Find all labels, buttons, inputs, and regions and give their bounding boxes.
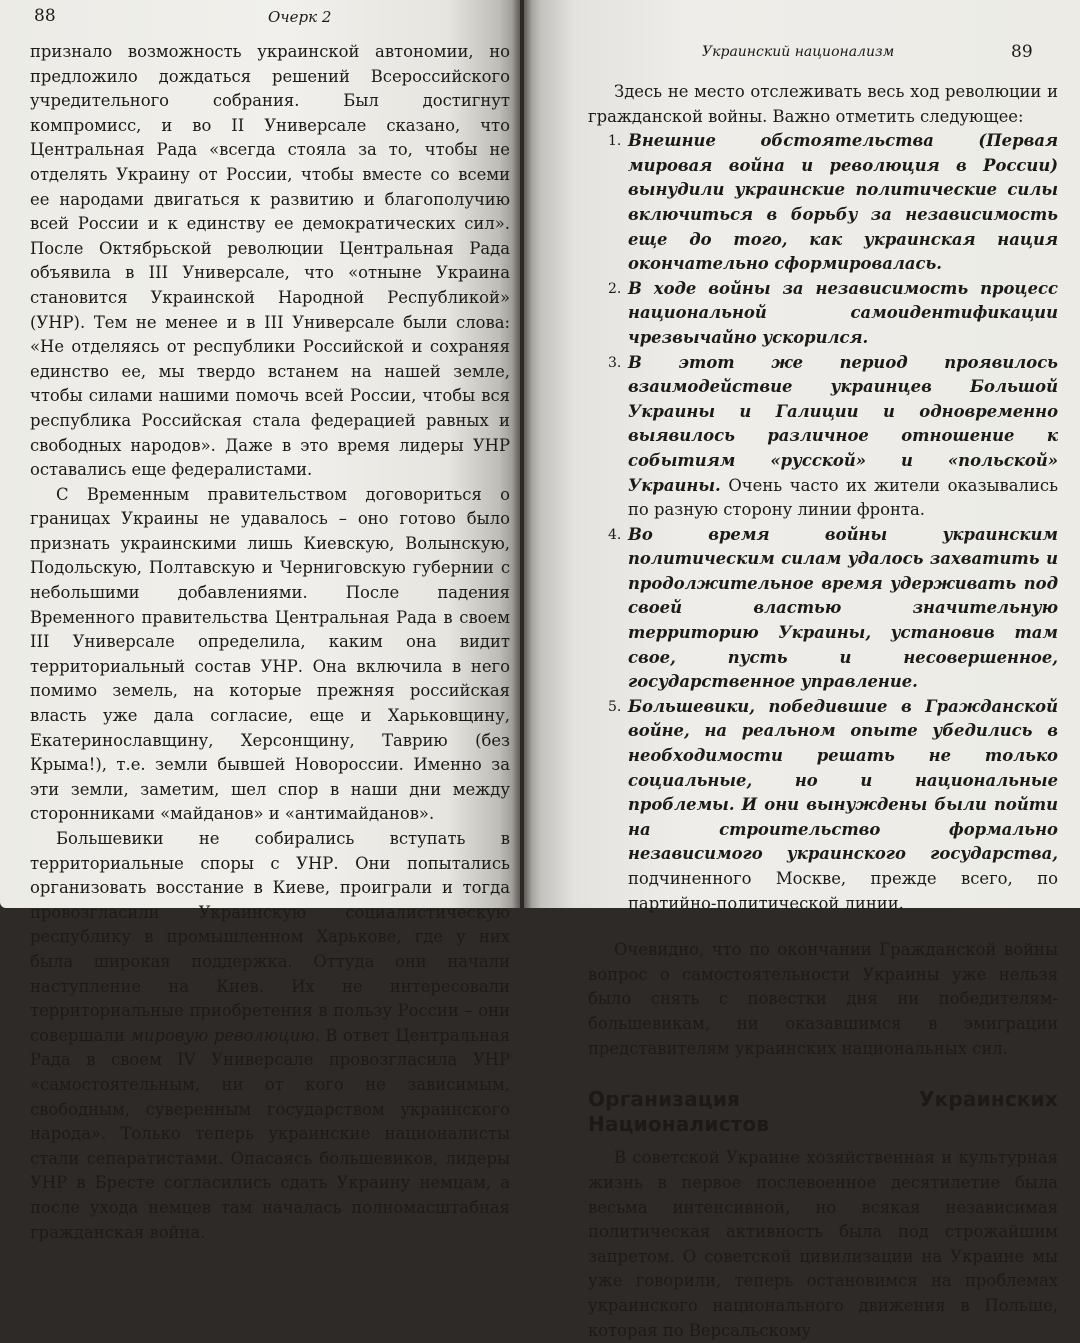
list-number: 3. (608, 354, 622, 371)
conclusion-paragraph: Очевидно, что по окончании Гражданской войны вопрос о самостоятельности Украины уже нельзя было снять с повестки дня ни победителям-большевикам, ни оказавшимся в эмиграции представителям украинских национальных сил. (588, 940, 1058, 1058)
section-title: Организация Украинских Националистов (588, 1087, 1058, 1136)
list-item (608, 129, 1058, 277)
list-text: Во время войны украинским политическим силам удалось захватить и продолжительное время удерживать под своей властью значительную территорию Украины, установив там свое, пусть и несовершенное, государственное управление. (628, 524, 1058, 692)
paragraph: Большевики не собирались вступать в территориальные споры с УНР. Они попытались организовать восстание в Киеве, проиграли и тогда провозгласили Украинскую социалистическую республику в промышленном Харькове, где у них была широкая поддержка. Оттуда они начали наступление на Киев. Их не интересовали территориальные приобретения в пользу России – они совершали мировую революцию. В ответ Центральная Рада в своем IV Универсале провозгласила УНР «самостоятельным, ни от кого не зависимым, свободным, суверенным государством украинского народа». Только теперь украинские националисты стали сепаратистами. Опасаясь большевиков, лидеры УНР в Бресте согласились сдать Украину немцам, а после ухода немцев там началась полномасштабная гражданская война. (30, 829, 510, 1242)
list-number: 1. (608, 133, 622, 150)
list-text: Внешние обстоятельства (Первая мировая война и революция в России) вынудили украинские политические силы включиться в борьбу за независимость еще до того, как украинская нация окончательно сформировалась. (628, 131, 1058, 274)
right-page (524, 0, 1080, 1340)
book-gutter (512, 0, 532, 908)
list-text: Большевики, победившие в Гражданской войне, на реальном опыте убедились в необходимости решать не только социальные, но и национальные проблемы. И они вынуждены были пойти на строительство формально независимого украинского государства, (628, 696, 1058, 864)
list-number: 5. (608, 698, 622, 715)
list-text-tail: подчиненного Москве, прежде всего, по партийно-политической линии. (628, 869, 1058, 913)
running-head: Украинский национализм (702, 44, 895, 60)
list-text-tail: Очень часто их жители оказывались по разную сторону линии фронта. (628, 475, 1058, 520)
left-page-body (30, 40, 510, 1245)
left-page (0, 0, 520, 1242)
list-text: В этот же период проявилось взаимодействие украинцев Большой Украины и Галиции и одновременно выявилось различное отношение к событиям «русской» и «польской» Украины. (628, 352, 1058, 495)
paragraph: С Временным правительством договориться о границах Украины не удавалось – оно готово было признать украинскими лишь Киевскую, Волынскую, Подольскую, Полтавскую и Черниговскую губернии с небольшими добавлениями. После падения Временного правительства Центральная Рада в своем III Универсале определила, каким она видит территориальный состав УНР. Она включила в него помимо земель, на которые прежняя российская власть уже дала согласие, еще и Харьковщину, Екатеринославщину, Херсонщину, Таврию (без Крыма!), т.е. земли бывшей Новороссии. Именно за эти земли, заметим, шел спор в наши дни между сторонниками «майданов» и «антимайданов». (30, 484, 510, 824)
list-number: 4. (608, 526, 622, 543)
right-page-body (588, 80, 1058, 1343)
intro-paragraph: Здесь не место отслеживать весь ход революции и гражданской войны. Важно отметить следующее: (588, 82, 1058, 126)
list-item (608, 277, 1058, 351)
findings-list (588, 129, 1058, 916)
paragraph: признало возможность украинской автономии, но предложило дождаться решений Всероссийского учредительного собрания. Был достигнут компромисс, и во II Универсале сказано, что Центральная Рада «всегда стояла за то, чтобы не отделять Украину от России, чтобы вместе со всеми ее народами двигаться к развитию и благополучию всей России и к единству ее демократических сил». После Октябрьской революции Центральная Рада объявила в III Универсале, что «отныне Украина становится Украинской Народной Республикой» (УНР). Тем не менее и в III Универсале были слова: «Не отделяясь от республики Российской и сохраняя единство ее, мы твердо встанем на нашей земле, чтобы силами нашими помочь всей России, чтобы вся республика Российская стала федерацией равных и свободных народов». Даже в это время лидеры УНР оставались еще федералистами. (30, 42, 510, 480)
page-number: 89 (1011, 42, 1033, 62)
list-number: 2. (608, 280, 622, 297)
section-paragraph: В советской Украине хозяйственная и культурная жизнь в первое послевоенное десятилетие была весьма интенсивной, но всякая независимая политическая активность была под строжайшим запретом. О советской цивилизации на Украине мы уже говорили, теперь остановимся на проблемах украинского национального движения в Польше, которая по Версальскому (588, 1148, 1058, 1340)
list-text: В ходе войны за независимость процесс национальной самоидентификации чрезвычайно ускорился. (628, 278, 1058, 347)
list-item (608, 351, 1058, 523)
running-head: Очерк 2 (268, 8, 332, 26)
italic-phrase: мировую революцию (130, 1025, 315, 1045)
list-item (608, 695, 1058, 916)
list-item (608, 523, 1058, 695)
page-number: 88 (34, 6, 56, 26)
